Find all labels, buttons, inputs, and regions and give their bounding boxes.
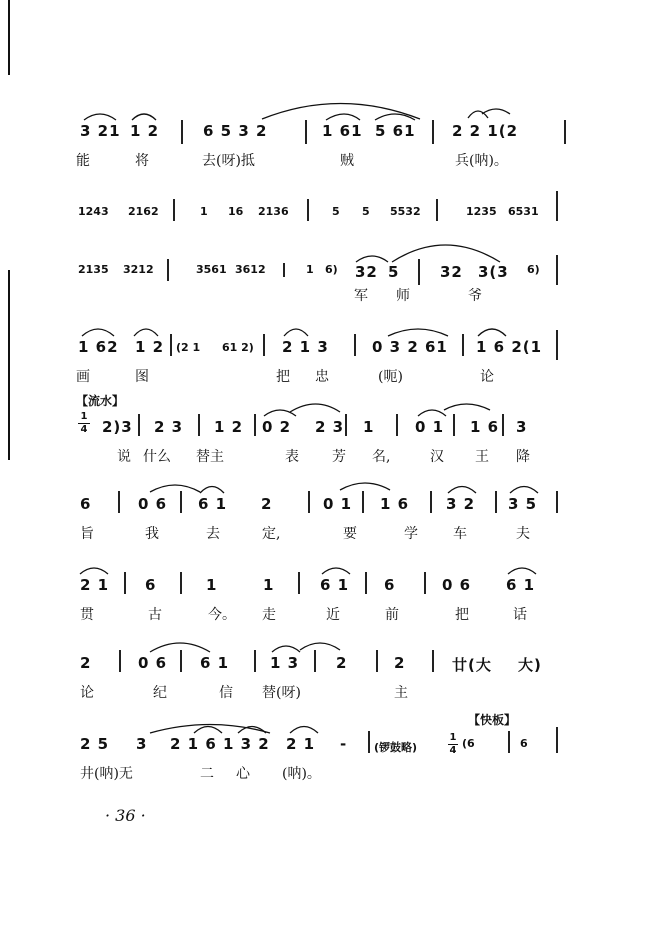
- bar-line: [173, 199, 175, 221]
- note-group: 3(3: [478, 263, 509, 281]
- note-group: 1: [363, 418, 375, 436]
- lyric: 把: [455, 607, 469, 623]
- slur: [134, 329, 158, 336]
- lyric: 心: [236, 766, 250, 782]
- bar-line: [418, 259, 420, 285]
- lyric: 贯: [80, 607, 94, 623]
- slur: [262, 104, 420, 120]
- note-group: 3 21: [80, 122, 121, 140]
- note-group: 0 1: [415, 418, 445, 436]
- note-group: 2 1: [286, 735, 316, 753]
- slur: [150, 485, 200, 492]
- note-group: 1: [306, 263, 314, 276]
- slur: [482, 109, 510, 114]
- note-group: 3: [516, 418, 528, 436]
- note-group: 1: [263, 576, 275, 594]
- note-group: 1 2: [130, 122, 160, 140]
- note-group: 5: [388, 263, 400, 281]
- note-group: 61 2): [222, 341, 254, 354]
- note-group: 2: [394, 654, 406, 672]
- note-group: 6: [80, 495, 92, 513]
- meter-top: 1: [80, 411, 88, 422]
- slur: [375, 114, 415, 120]
- lyric: 前: [385, 607, 399, 623]
- slur: [80, 568, 108, 574]
- note-group: 1235: [466, 205, 497, 218]
- lyric: 走: [262, 607, 276, 623]
- note-group: 2: [80, 654, 92, 672]
- bar-line: [396, 414, 398, 436]
- lyric: 夫: [516, 526, 530, 542]
- bar-line: [556, 330, 558, 360]
- bar-line: [119, 650, 121, 672]
- lyric: 去(呀)抵: [202, 153, 255, 169]
- note-group: 2 1 3: [282, 338, 329, 356]
- note-group: 3612: [235, 263, 266, 276]
- slur: [444, 404, 490, 410]
- note-group: 2 5: [80, 735, 110, 753]
- bar-line: [453, 414, 455, 436]
- slur: [132, 114, 156, 120]
- note-group: 1 6 2(1: [476, 338, 543, 356]
- bar-line: [181, 120, 183, 144]
- bar-line: [354, 334, 356, 356]
- note-group: 0 1: [323, 495, 353, 513]
- slur: [510, 487, 538, 494]
- bar-line: [305, 120, 307, 144]
- slur: [392, 245, 500, 262]
- bar-line: [254, 650, 256, 672]
- lyric: 去: [206, 526, 220, 542]
- note-group: -: [340, 735, 348, 753]
- bar-line: [424, 572, 426, 594]
- note-group: 1 6: [470, 418, 500, 436]
- note-group: 32: [355, 263, 378, 281]
- note-group: 6: [145, 576, 157, 594]
- note-group: 6 1: [198, 495, 228, 513]
- bar-line: [167, 259, 169, 281]
- slur: [290, 404, 340, 412]
- slur: [326, 114, 360, 120]
- note-group: 1 6: [380, 495, 410, 513]
- meter-bottom: 4: [80, 424, 88, 435]
- slur: [388, 329, 448, 336]
- lyric: 将: [135, 153, 149, 169]
- note-group: 1: [206, 576, 218, 594]
- scan-edge-mark: [8, 0, 10, 75]
- lyric: 图: [135, 369, 149, 385]
- lyric: 论: [480, 369, 494, 385]
- time-signature: [448, 733, 458, 756]
- bar-line: [502, 414, 504, 436]
- lyric: 我: [145, 526, 159, 542]
- note-group: 2162: [128, 205, 159, 218]
- bar-line: [376, 650, 378, 672]
- slur: [418, 410, 446, 416]
- bar-line: [180, 491, 182, 513]
- section-label: 【流水】: [76, 394, 125, 408]
- bar-line: [432, 650, 434, 672]
- note-group: 2 3: [154, 418, 184, 436]
- lyric: 信: [219, 685, 233, 701]
- slur: [478, 329, 506, 336]
- slur: [264, 410, 296, 416]
- slur: [150, 725, 270, 734]
- note-group: 1 2: [214, 418, 244, 436]
- note-group: 2 2 1(2: [452, 122, 519, 140]
- note-group: 1 62: [78, 338, 119, 356]
- lyric: 定,: [262, 526, 281, 542]
- bar-line: [307, 199, 309, 221]
- lyric: 近: [326, 607, 340, 623]
- page-number: · 36 ·: [105, 806, 146, 825]
- bar-line: [495, 491, 497, 513]
- lyric: 话: [513, 607, 527, 623]
- note-group: 1243: [78, 205, 109, 218]
- meter-top: 1: [449, 732, 457, 743]
- note-group: 6 5 3 2: [203, 122, 268, 140]
- lyric: 把: [276, 369, 290, 385]
- lyric: 能: [76, 153, 90, 169]
- lyric: 表: [285, 449, 299, 465]
- note-group: 2 1: [80, 576, 110, 594]
- slur: [84, 114, 116, 120]
- slur: [290, 727, 318, 734]
- bar-line: [556, 191, 558, 221]
- note-group: 廿(大: [452, 656, 492, 674]
- slur: [238, 727, 266, 734]
- lyric: 井(呐)无: [80, 766, 133, 782]
- note-group: 6): [527, 263, 540, 276]
- lyric: 说: [117, 449, 131, 465]
- note-group: (6: [462, 737, 475, 750]
- note-group: 3 5: [508, 495, 538, 513]
- note-group: (锣鼓略): [374, 741, 418, 754]
- lyric: 学: [404, 526, 418, 542]
- note-group: 5532: [390, 205, 421, 218]
- note-group: 5 61: [375, 122, 416, 140]
- note-group: 2: [336, 654, 348, 672]
- lyric: 替(呀): [262, 685, 301, 701]
- slur: [272, 646, 300, 652]
- bar-line: [462, 334, 464, 356]
- note-group: 2 1 6 1 3 2: [170, 735, 270, 753]
- lyric: 论: [80, 685, 94, 701]
- bar-line: [254, 414, 256, 436]
- lyric: 忠: [315, 369, 329, 385]
- note-group: 6 1: [506, 576, 536, 594]
- note-group: 16: [228, 205, 244, 218]
- bar-line: [368, 731, 370, 753]
- note-group: 3 2: [446, 495, 476, 513]
- bar-line: [430, 491, 432, 513]
- lyric: 今。: [208, 607, 236, 623]
- lyric: 师: [396, 288, 410, 304]
- bar-line: [314, 650, 316, 672]
- bar-line: [138, 414, 140, 436]
- note-group: 3561: [196, 263, 227, 276]
- bar-line: [283, 263, 285, 277]
- bar-line: [118, 491, 120, 513]
- note-group: 32: [440, 263, 463, 281]
- lyric: 名,: [372, 449, 391, 465]
- note-group: (2 1: [176, 341, 201, 354]
- note-group: 6: [520, 737, 528, 750]
- slur: [448, 487, 476, 494]
- slur: [200, 487, 224, 494]
- note-group: 5: [332, 205, 340, 218]
- note-group: 2135: [78, 263, 109, 276]
- note-group: 大): [518, 656, 542, 674]
- bar-line: [198, 414, 200, 436]
- note-group: 0 3 2 61: [372, 338, 448, 356]
- bar-line: [556, 727, 558, 753]
- lyric: 主: [394, 685, 408, 701]
- bar-line: [436, 199, 438, 221]
- lyric: 要: [343, 526, 357, 542]
- bar-line: [432, 120, 434, 144]
- lyric: (呐)。: [282, 766, 321, 782]
- note-group: 0 6: [138, 654, 168, 672]
- lyric: 贼: [340, 153, 354, 169]
- slur: [508, 568, 536, 574]
- bar-line: [298, 572, 300, 594]
- bar-line: [564, 120, 566, 144]
- note-group: 0 2: [262, 418, 292, 436]
- note-group: 6: [384, 576, 396, 594]
- note-group: 2)3: [102, 418, 133, 436]
- note-group: 5: [362, 205, 370, 218]
- slur: [322, 568, 350, 574]
- slur: [356, 256, 388, 262]
- bar-line: [362, 491, 364, 513]
- lyric: (呃): [378, 369, 403, 385]
- meter-bottom: 4: [449, 745, 457, 756]
- note-group: 2: [261, 495, 273, 513]
- note-group: 6): [325, 263, 338, 276]
- lyric: 兵(呐)。: [455, 153, 508, 169]
- lyric: 旨: [80, 526, 94, 542]
- lyric: 爷: [468, 288, 482, 304]
- note-group: 1 61: [322, 122, 363, 140]
- bar-line: [180, 572, 182, 594]
- slur: [284, 329, 308, 336]
- note-group: 1 3: [270, 654, 300, 672]
- section-label: 【快板】: [468, 713, 517, 727]
- slur: [300, 643, 340, 650]
- note-group: 6531: [508, 205, 539, 218]
- slur: [468, 111, 488, 118]
- bar-line: [556, 491, 558, 513]
- slur: [194, 727, 222, 734]
- note-group: 0 6: [138, 495, 168, 513]
- note-group: 3212: [123, 263, 154, 276]
- note-group: 0 6: [442, 576, 472, 594]
- lyric: 二: [200, 766, 214, 782]
- bar-line: [365, 572, 367, 594]
- bar-line: [263, 334, 265, 356]
- lyric: 军: [354, 288, 368, 304]
- note-group: 2136: [258, 205, 289, 218]
- slur: [340, 483, 390, 490]
- lyric: 什么: [143, 449, 171, 465]
- lyric: 替主: [196, 449, 224, 465]
- slur: [82, 329, 114, 336]
- bar-line: [308, 491, 310, 513]
- lyric: 车: [453, 526, 467, 542]
- lyric: 画: [76, 369, 90, 385]
- bar-line: [556, 255, 558, 285]
- lyric: 汉: [430, 449, 444, 465]
- bar-line: [345, 414, 347, 436]
- note-group: 2 3: [315, 418, 345, 436]
- lyric: 王: [475, 449, 489, 465]
- note-group: 6 1: [320, 576, 350, 594]
- lyric: 降: [516, 449, 530, 465]
- bar-line: [170, 334, 172, 356]
- note-group: 6 1: [200, 654, 230, 672]
- bar-line: [124, 572, 126, 594]
- note-group: 3: [136, 735, 148, 753]
- note-group: 1: [200, 205, 208, 218]
- lyric: 芳: [332, 449, 346, 465]
- bar-line: [180, 650, 182, 672]
- lyric: 古: [148, 607, 162, 623]
- note-group: 1 2: [135, 338, 165, 356]
- lyric: 纪: [153, 685, 167, 701]
- bar-line: [508, 731, 510, 753]
